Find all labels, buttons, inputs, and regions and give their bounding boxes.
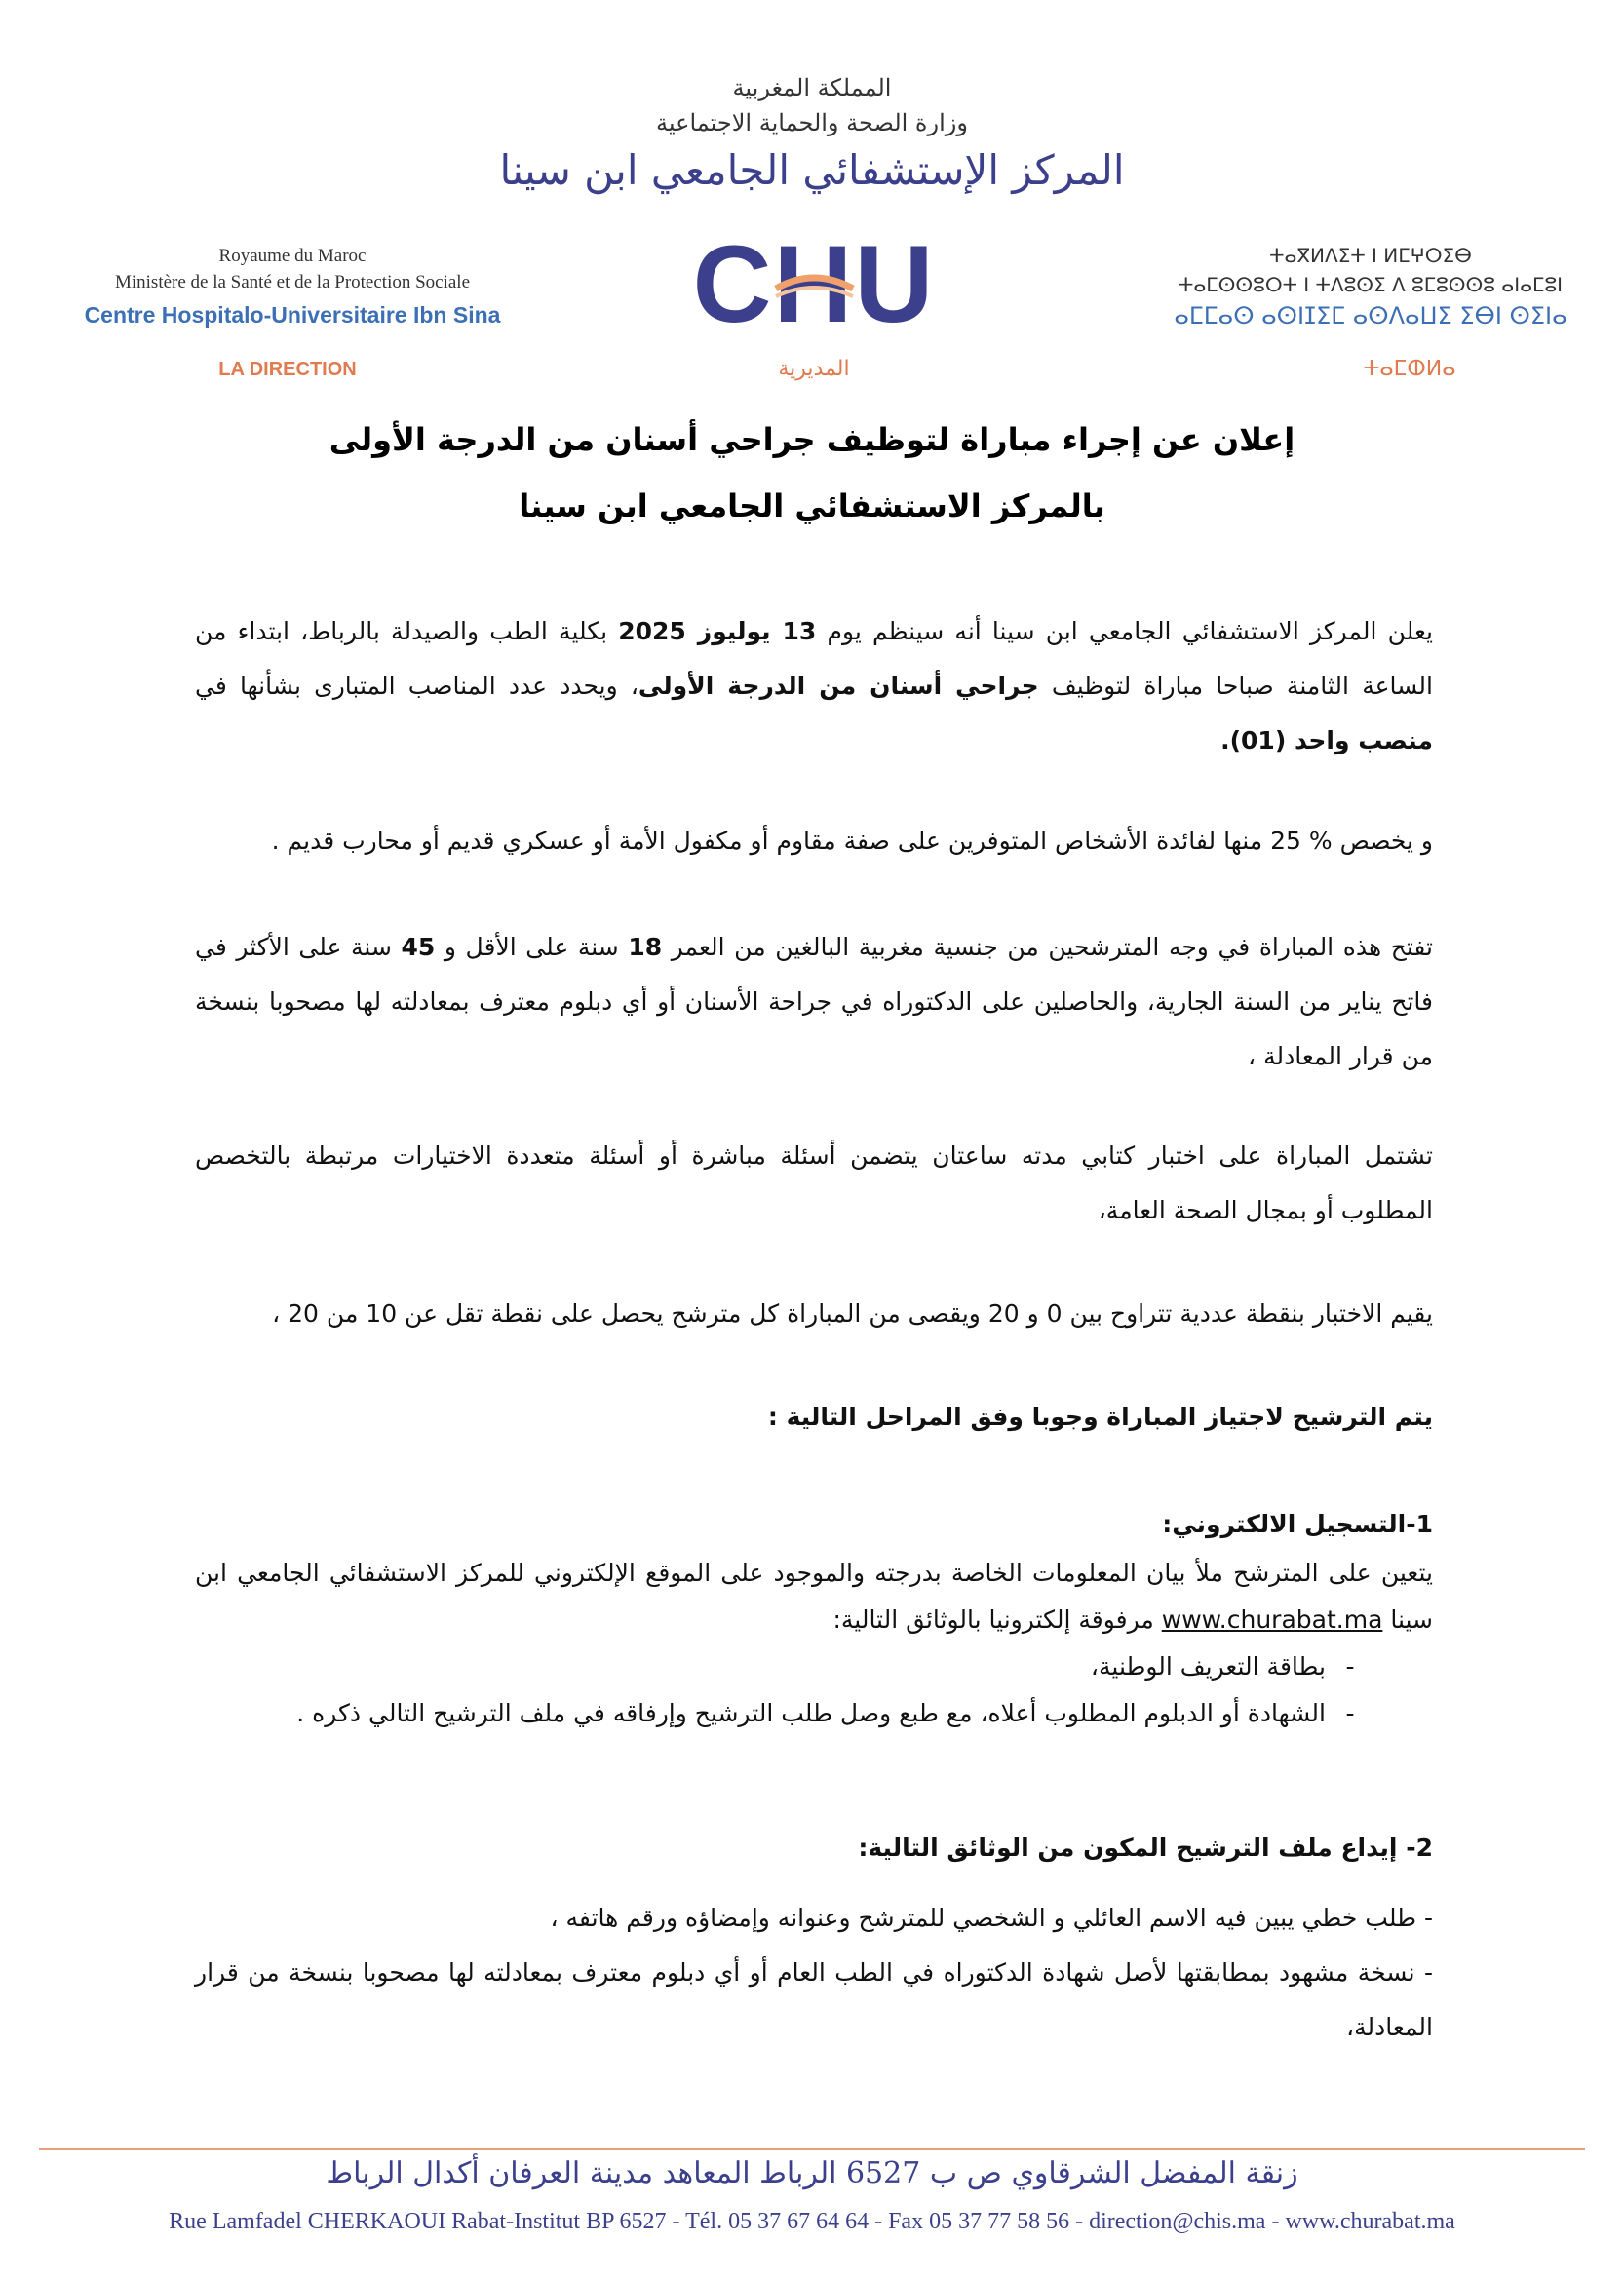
paragraph-announcement: يعلن المركز الاستشفائي الجامعي ابن سينا أنه سينظم يوم 13 يوليوز 2025 بكلية الطب والصيدلة بالرباط، ابتداء من الساعة الثامنة صباحا مباراة لتوظيف جراحي أسنان من الدرجة الأولى، ويحدد عدد المناصب المتبارى بشأنها في منصب واحد (01). bbox=[195, 617, 1433, 754]
section-online-registration-title: 1-التسجيل الالكتروني: bbox=[1162, 1510, 1433, 1538]
max-age: 45 bbox=[401, 933, 436, 961]
min-age: 18 bbox=[628, 933, 663, 961]
paragraph-exam-format: تشتمل المباراة على اختبار كتابي مدته ساعتان يتضمن أسئلة مباشرة أو أسئلة متعددة الاختيارات مرتبطة بالتخصص المطلوب أو بمجال الصحة العامة، bbox=[195, 1141, 1433, 1224]
chu-name-tifinagh: ⴰⵎⵎⴰⵙ ⴰⵙⵏⵊⵉⵎ ⴰⵙⴷⴰⵡⵉ ⵉⴱⵏ ⵙⵉⵏⴰ bbox=[1174, 302, 1567, 329]
list-item: -الشهادة أو الدبلوم المطلوب أعلاه، مع طبع وصل طلب الترشيح وإرفاقه في ملف الترشيح التالي ذكره . bbox=[296, 1699, 1355, 1727]
website-link[interactable]: www.churabat.ma bbox=[1161, 1605, 1383, 1634]
paragraph-scoring: يقيم الاختبار بنقطة عددية تتراوح بين 0 و 20 ويقصى من المباراة كل مترشح يحصل على نقطة تقل عن 10 من 20 ، bbox=[272, 1299, 1433, 1328]
kingdom-name-tifinagh: ⵜⴰⴳⵍⴷⵉⵜ ⵏ ⵍⵎⵖⵔⵉⴱ bbox=[1269, 244, 1472, 267]
list-item: - طلب خطي يبين فيه الاسم العائلي و الشخصي للمترشح وعنوانه وإمضاؤه ورقم هاتفه ، bbox=[550, 1904, 1433, 1932]
list-item: -بطاقة التعريف الوطنية، bbox=[1090, 1652, 1355, 1681]
kingdom-name-french: Royaume du Maroc bbox=[218, 246, 367, 266]
footer-contact-french: Rue Lamfadel CHERKAOUI Rabat-Institut BP 6527 - Tél. 05 37 67 64 64 - Fax 05 37 77 58 56 - direction@chis.ma - www.churabat.ma bbox=[169, 2209, 1455, 2234]
exam-date: 13 يوليوز 2025 bbox=[618, 617, 817, 645]
chu-logo-text: CHU bbox=[692, 232, 936, 339]
position-title: جراحي أسنان من الدرجة الأولى bbox=[638, 672, 1039, 700]
list-item: - نسخة مشهود بمطابقتها لأصل شهادة الدكتوراه في الطب العام أو أي دبلوم معترف بمعادلته لها مصحوبا بنسخة من قرار المعادلة، bbox=[195, 1958, 1433, 2041]
ministry-name-french: Ministère de la Santé et de la Protection Sociale bbox=[114, 272, 471, 292]
announcement-title-line-2: بالمركز الاستشفائي الجامعي ابن سينا bbox=[519, 487, 1105, 524]
footer-divider bbox=[39, 2148, 1585, 2150]
section-application-file-body bbox=[195, 1891, 1433, 2055]
announcement-title-line-1: إعلان عن إجراء مباراة لتوظيف جراحي أسنان من الدرجة الأولى bbox=[329, 421, 1295, 458]
paragraph-stages-intro: يتم الترشيح لاجتياز المباراة وجوبا وفق المراحل التالية : bbox=[767, 1403, 1433, 1431]
paragraph-eligibility: تفتح هذه المباراة في وجه المترشحين من جنسية مغربية البالغين من العمر 18 سنة على الأقل و 45 سنة على الأكثر في فاتح يناير من السنة الجارية، والحاصلين على الدكتوراه في جراحة الأسنان أو أي دبلوم معترف بمعادلته لها مصحوبا بنسخة من قرار المعادلة ، bbox=[195, 933, 1433, 1070]
paragraph-quota: و يخصص % 25 منها لفائدة الأشخاص المتوفرين على صفة مقاوم أو مكفول الأمة أو عسكري قديم أو محارب قديم . bbox=[271, 827, 1433, 855]
chu-name-french: Centre Hospitalo-Universitaire Ibn Sina bbox=[84, 302, 501, 328]
required-documents-list bbox=[195, 1643, 1374, 1737]
direction-label-tifinagh: ⵜⴰⵎⵀⵍⴰ bbox=[1363, 357, 1456, 381]
positions-count: منصب واحد (01). bbox=[1220, 726, 1433, 754]
direction-label-french: LA DIRECTION bbox=[218, 359, 357, 380]
ministry-name-tifinagh: ⵜⴰⵎⵙⵙⵓⵔⵜ ⵏ ⵜⴷⵓⵙⵉ ⴷ ⵓⵎⵓⵙⵙⵓ ⴰⵏⴰⵎⵓⵏ bbox=[1178, 273, 1564, 296]
chu-logo bbox=[682, 232, 946, 339]
kingdom-name-arabic: المملكة المغربية bbox=[732, 74, 892, 101]
section-online-registration-body: يتعين على المترشح ملأ بيان المعلومات الخاصة بدرجته والموجود على الموقع الإلكتروني للمركز الاستشفائي الجامعي ابن سينا www.churabat.ma مرفوقة إلكترونيا بالوثائق التالية: bbox=[195, 1559, 1433, 1634]
chu-name-arabic: المركز الإستشفائي الجامعي ابن سينا bbox=[499, 146, 1125, 194]
ministry-name-arabic: وزارة الصحة والحماية الاجتماعية bbox=[656, 109, 968, 136]
direction-label-arabic: المديرية bbox=[778, 357, 850, 381]
footer-address-arabic: زنقة المفضل الشرقاوي ص ب 6527 الرباط المعاهد مدينة العرفان أكدال الرباط bbox=[326, 2156, 1298, 2190]
section-application-file-title: 2- إيداع ملف الترشيح المكون من الوثائق التالية: bbox=[858, 1834, 1433, 1862]
